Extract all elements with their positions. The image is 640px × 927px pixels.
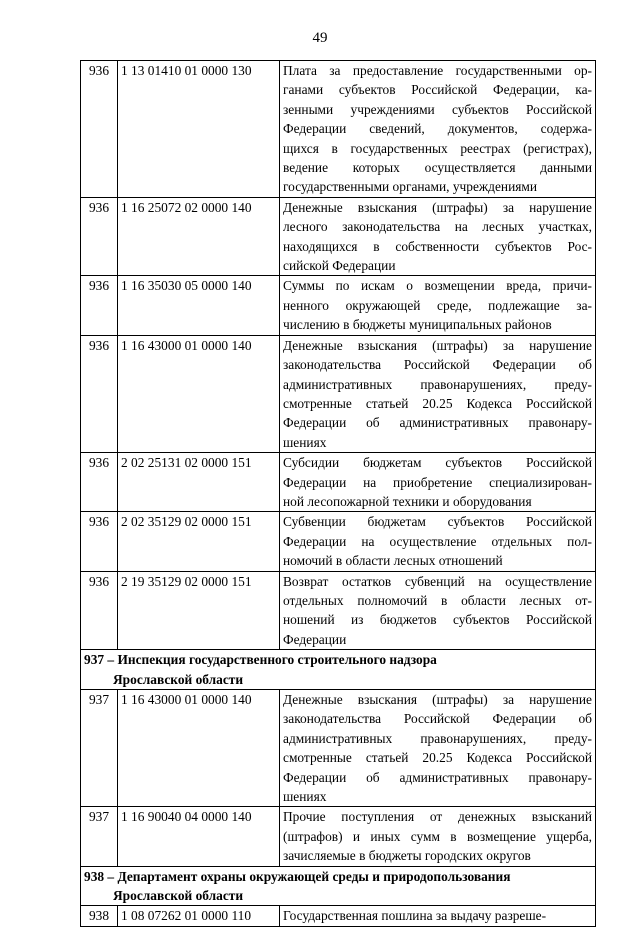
revenue-description-cell (280, 276, 596, 335)
revenue-code-cell: 1 13 01410 01 0000 130 (118, 61, 280, 198)
admin-code-cell: 936 (81, 512, 118, 571)
table-row (81, 276, 596, 335)
description-line: Суммы по искам о возмещении вреда, причи- (283, 278, 592, 294)
admin-code-cell: 936 (81, 453, 118, 512)
section-header-row (81, 650, 596, 690)
description-line: зенными учреждениями субъектов Российской (283, 101, 592, 117)
description-line: административных правонарушениях, преду- (283, 376, 592, 392)
admin-code-cell: 936 (81, 335, 118, 452)
description-line: (штрафов) и иных сумм в возмещение ущерба, (283, 828, 592, 844)
description-line: щихся в государственных реестрах (регистрах), (283, 140, 592, 156)
description-line: смотренные статьей 20.25 Кодекса Российской (283, 395, 592, 411)
description-line: находящихся в собственности субъектов Рос- (283, 238, 592, 254)
table-row (81, 453, 596, 512)
description-line: Денежные взыскания (штрафы) за нарушение (283, 199, 592, 215)
revenue-code-cell: 1 16 25072 02 0000 140 (118, 197, 280, 276)
admin-code-cell: 938 (81, 906, 118, 926)
description-line: Субвенции бюджетам субъектов Российской (283, 514, 592, 530)
revenue-description-cell (280, 61, 596, 198)
table-row (81, 906, 596, 926)
table-row (81, 690, 596, 807)
description-line: ганами субъектов Российской Федерации, ка- (283, 82, 592, 98)
section-header-row (81, 866, 596, 906)
revenue-code-cell: 1 16 90040 04 0000 140 (118, 807, 280, 866)
revenue-description-cell (280, 571, 596, 650)
description-line: Федерации на осуществление отдельных пол- (283, 533, 592, 549)
description-line: ношений из бюджетов субъектов Российской (283, 612, 592, 628)
description-line: Федерации об административных правонару- (283, 769, 592, 785)
table-row (81, 335, 596, 452)
description-line: Субсидии бюджетам субъектов Российской (283, 455, 592, 471)
description-line: шениях (283, 434, 327, 450)
revenue-code-cell: 1 08 07262 01 0000 110 (118, 906, 280, 926)
description-line: числению в бюджеты муниципальных районов (283, 317, 552, 333)
revenue-code-cell: 2 02 25131 02 0000 151 (118, 453, 280, 512)
revenue-description-cell (280, 906, 596, 926)
section-header (81, 866, 596, 906)
description-line: государственными органами, учреждениями (283, 179, 538, 195)
admin-code-cell: 936 (81, 197, 118, 276)
admin-code-cell: 936 (81, 276, 118, 335)
revenue-description-cell (280, 453, 596, 512)
admin-code-cell: 937 (81, 690, 118, 807)
description-line: лесного законодательства на лесных участках, (283, 219, 592, 235)
section-title-line: Ярославской области (113, 671, 244, 687)
description-line: Федерации на приобретение специализирован- (283, 474, 592, 490)
page-number: 49 (312, 30, 328, 46)
revenue-code-cell: 1 16 43000 01 0000 140 (118, 335, 280, 452)
revenue-description-cell (280, 197, 596, 276)
revenue-description-cell (280, 335, 596, 452)
description-line: ненного окружающей среде, подлежащие за- (283, 297, 592, 313)
description-line: Федерации (283, 631, 347, 647)
table-row (81, 197, 596, 276)
description-line: Возврат остатков субвенций на осуществление (283, 573, 592, 589)
revenue-description-cell (280, 807, 596, 866)
budget-classification-table (80, 60, 596, 927)
table-row (81, 61, 596, 198)
table-row (81, 571, 596, 650)
admin-code-cell: 937 (81, 807, 118, 866)
description-line: Прочие поступления от денежных взысканий (283, 809, 592, 825)
description-line: Федерации об административных правонару- (283, 415, 592, 431)
description-line: Федерации сведений, документов, содержа- (283, 121, 592, 137)
description-line: смотренные статьей 20.25 Кодекса Российской (283, 750, 592, 766)
description-line: шениях (283, 789, 327, 805)
table-row (81, 807, 596, 866)
section-title-line: 938 – Департамент охраны окружающей среды и природопользования (84, 868, 511, 884)
revenue-code-cell: 1 16 35030 05 0000 140 (118, 276, 280, 335)
revenue-description-cell (280, 690, 596, 807)
description-line: Государственная пошлина за выдачу разреше- (283, 908, 547, 924)
revenue-description-cell (280, 512, 596, 571)
section-header (81, 650, 596, 690)
description-line: законодательства Российской Федерации об (283, 711, 592, 727)
description-line: номочий в области лесных отношений (283, 553, 503, 569)
description-line: сийской Федерации (283, 258, 396, 274)
description-line: Плата за предоставление государственными ор- (283, 63, 592, 78)
revenue-code-cell: 1 16 43000 01 0000 140 (118, 690, 280, 807)
description-line: административных правонарушениях, преду- (283, 730, 592, 746)
section-title-line: Ярославской области (113, 888, 244, 904)
description-line: отдельных полномочий в области лесных от- (283, 592, 592, 608)
description-line: ной лесопожарной техники и оборудования (283, 493, 532, 509)
description-line: Денежные взыскания (штрафы) за нарушение (283, 337, 592, 353)
table-row (81, 512, 596, 571)
revenue-code-cell: 2 19 35129 02 0000 151 (118, 571, 280, 650)
admin-code-cell: 936 (81, 61, 118, 198)
revenue-code-cell: 2 02 35129 02 0000 151 (118, 512, 280, 571)
description-line: зачисляемые в бюджеты городских округов (283, 848, 531, 864)
description-line: Денежные взыскания (штрафы) за нарушение (283, 692, 592, 707)
admin-code-cell: 936 (81, 571, 118, 650)
section-title-line: 937 – Инспекция государственного строительного надзора (84, 652, 437, 668)
description-line: законодательства Российской Федерации об (283, 357, 592, 373)
description-line: ведение которых осуществляется данными (283, 160, 592, 176)
